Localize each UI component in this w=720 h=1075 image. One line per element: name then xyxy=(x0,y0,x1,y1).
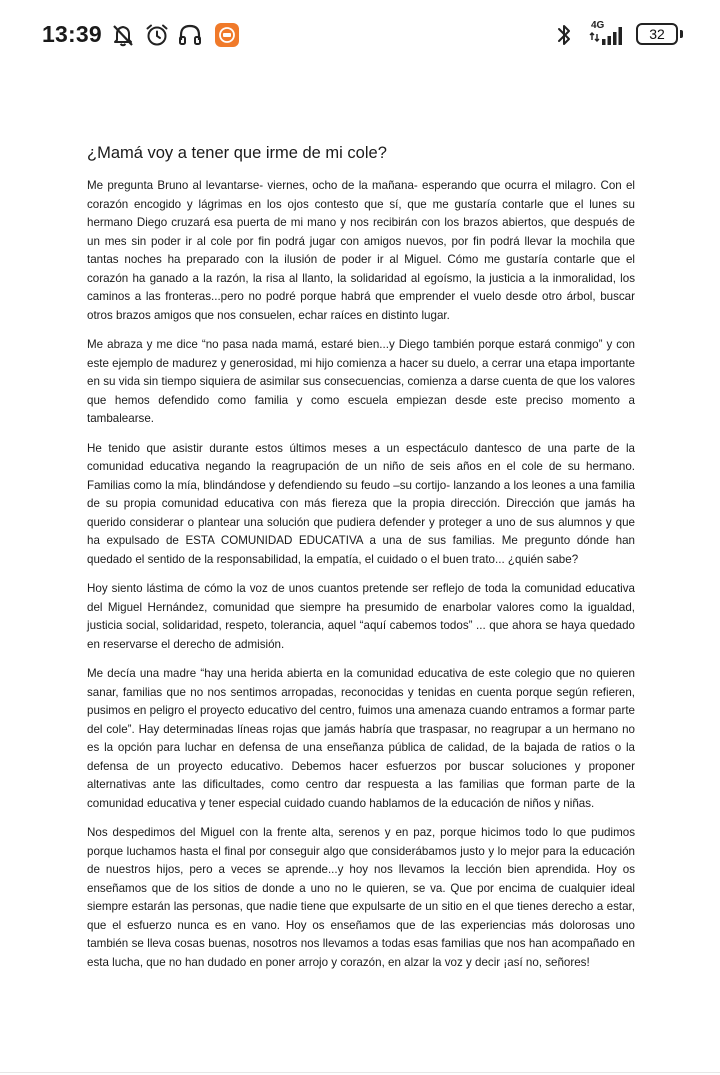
paragraph-5: Me decía una madre “hay una herida abierta en la comunidad educativa de este colegio que no quieren sanar, familias que no nos sentimos arropadas, reconocidas y tenidas en cuenta porque según refieren, pusimos en peligro el proyecto educativo del centro, fuimos una amenaza cuando entramos a formar parte del cole”. Hay determinadas líneas rojas que jamás habría que traspasar, no reagrupar a un hermano no es la opción para luchar en defensa de una enseñanza pública de calidad, de la bajada de ratios o la defensa de un proyecto educativo. Debemos hacer esfuerzos por buscar soluciones y proponer alternativas ante las dificultades, como centro dar respuesta a las familias que forman parte de la comunidad educativa y tener especial cuidado cuando hablamos de la educación de niños y niñas. xyxy=(87,667,635,810)
paragraph-2: Me abraza y me dice “no pasa nada mamá, estaré bien...y Diego también porque estará conmigo” y con este ejemplo de madurez y generosidad, mi hijo comienza a hacer su duelo, a cerrar una etapa importante en su vida sin tiempo siquiera de asimilar sus consecuencias, comienza a darse cuenta de que los valores que hemos defendido como familia y como escuela empiezan desde este preciso momento a tambalearse. xyxy=(87,338,635,425)
battery-icon xyxy=(636,23,678,45)
document-page xyxy=(87,141,635,983)
paragraph-3: He tenido que asistir durante estos últimos meses a un espectáculo dantesco de una parte de la comunidad educativa negando la reagrupación de un niño de seis años en el cole de su hermano. Familias como la mía, blindándose y defendiendo su feudo –su cortijo- lanzando a los leones a una familia de su propia comunidad educativa con más fiereza que la propia dirección. Dirección que jamás ha querido considerar o plantear una solución que pudiera defender y proteger a uno de sus alumnos y que ha expulsado de ESTA COMUNIDAD EDUCATIVA a una de sus familias. Me pregunto dónde han quedado el sentido de la responsabilidad, la empatía, el cuidado o el buen trato... ¿quién sabe? xyxy=(87,441,635,566)
headphones-icon xyxy=(177,22,203,48)
status-time: 13:39 xyxy=(42,21,102,47)
network-type: 4G xyxy=(591,20,605,31)
alarm-icon xyxy=(144,22,170,48)
battery-terminal xyxy=(680,30,683,38)
notifications-off-icon xyxy=(110,22,136,48)
app-notification-icon xyxy=(214,22,240,48)
paragraph-6: Nos despedimos del Miguel con la frente alta, serenos y en paz, porque hicimos todo lo que pudimos porque luchamos hasta el final por conseguir algo que considerábamos justo y lo mejor para la educación de nuestros hijos, pero a veces se aprende...y hoy nos llevamos la lección bien aprendida. Hoy os enseñamos que de los sitios de donde a uno no le quieren, se va. Que por encima de cualquier ideal siempre estarán las personas, que nadie tiene que expulsarte de un sitio en el que tienes derecho a estar, que el esfuerzo nunca es en vano. Hoy os enseñamos que de las experiencias más dolorosas uno también se lleva cosas buenas, nosotros nos llevamos a todas esas familias que nos han acompañado en esta lucha, que no han dudado en poner arrojo y corazón, en alzar la voz y decir ¡así no, señores! xyxy=(87,826,635,969)
signal-icon xyxy=(589,24,627,46)
bluetooth-icon xyxy=(553,22,575,48)
paragraph-1: Me pregunta Bruno al levantarse- viernes, ocho de la mañana- esperando que ocurra el milagro. Con el corazón encogido y lágrimas en los ojos contesto que sí, que me gustaría contarle que el lunes su hermano Diego cruzará esa puerta de mi mano y nos recibirán con los brazos abiertos, que después de un mes sin poder ir al cole por fin podrá jugar con amigos nuevos, por fin podrá llevar la mochila que tantas noches ha preparado con la ilusión de poder ir al Miguel. Cómo me gustaría contarle que el corazón ha ganado a la razón, la risa al llanto, la solidaridad al egoísmo, la justicia a la inmoralidad, los caminos a las fronteras...pero no podré porque habrá que emprender el vuelo desde otro árbol, buscar otros brazos amigos que nos consuelen, echar raíces en distinto lugar. xyxy=(87,179,635,322)
paragraph-4: Hoy siento lástima de cómo la voz de unos cuantos pretende ser reflejo de toda la comunidad educativa del Miguel Hernández, comunidad que siempre ha presumido de enarbolar valores como la igualdad, justicia social, solidaridad, respeto, tolerancia, aquel “aquí cabemos todos” ... que ahora se haya quedado en reservarse el derecho de admisión. xyxy=(87,582,635,651)
status-bar xyxy=(0,0,720,70)
document-title: ¿Mamá voy a tener que irme de mi cole? xyxy=(87,144,387,162)
page-bottom-divider xyxy=(0,1072,720,1073)
battery-level: 32 xyxy=(649,26,665,42)
